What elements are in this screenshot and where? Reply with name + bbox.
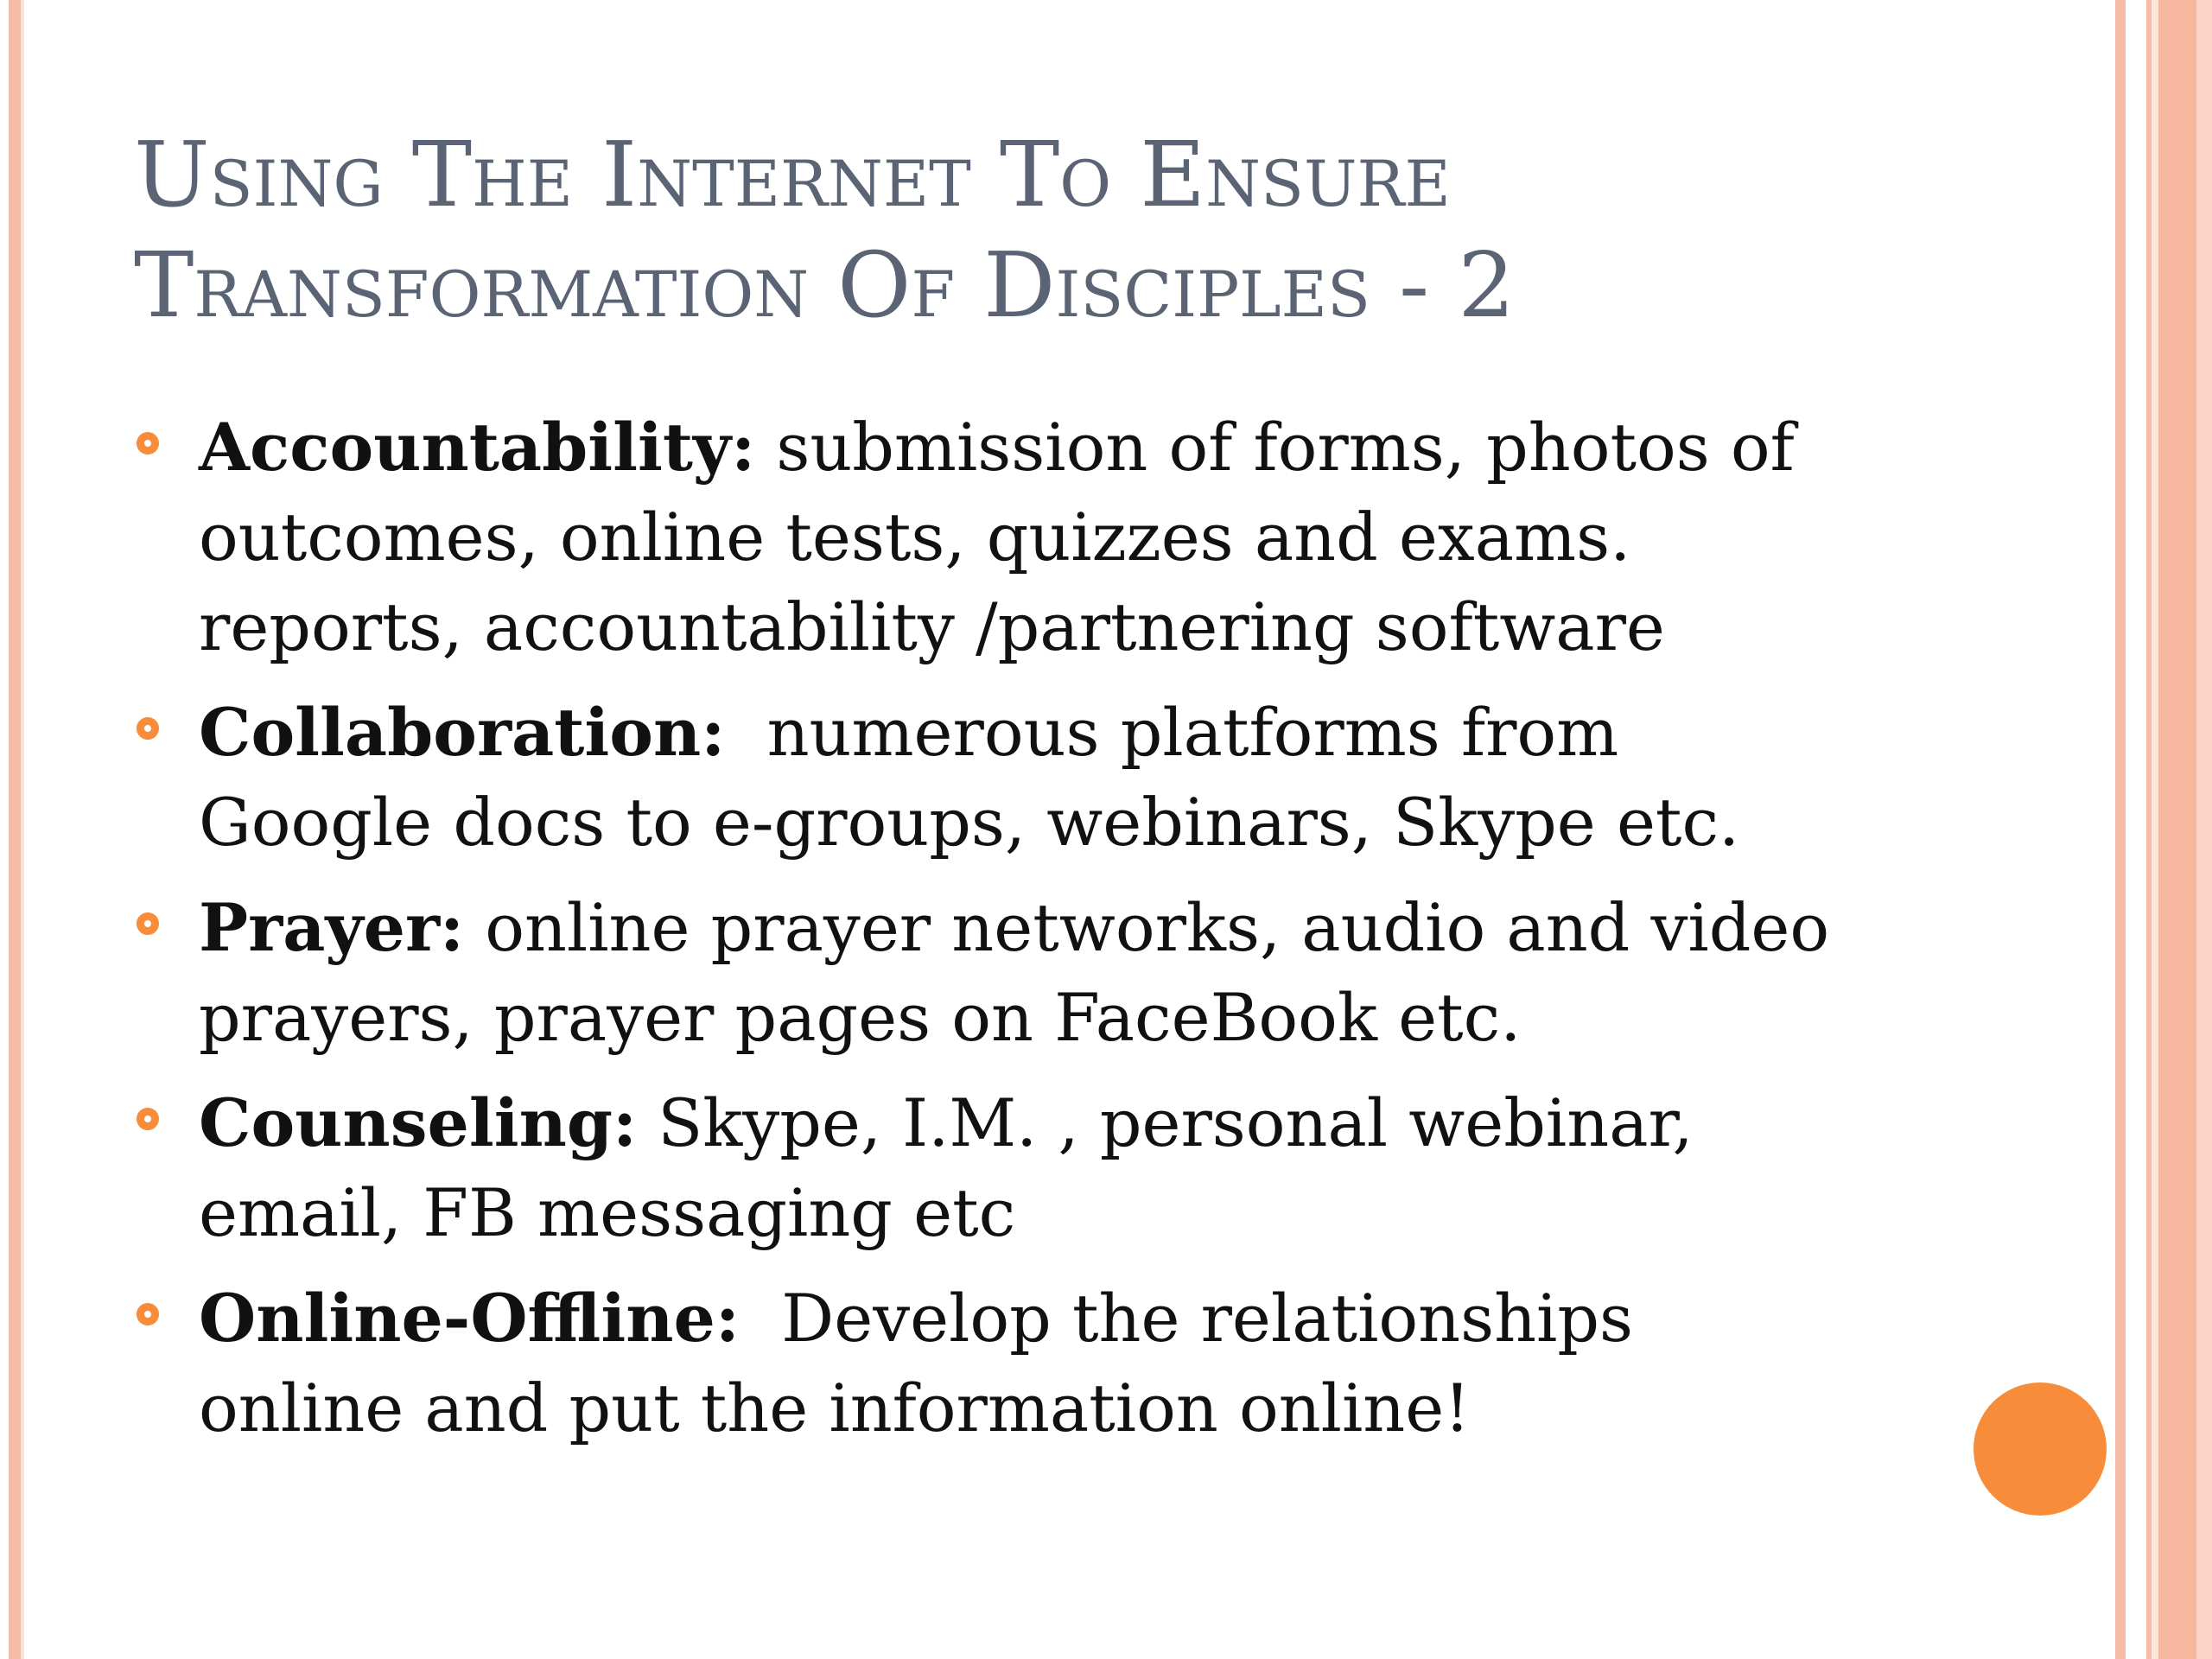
right-border-stripe (2196, 0, 2212, 1659)
bullet-line (199, 1274, 1970, 1363)
slide-title-line-2: Transformation Of Disciples - 2 (134, 232, 1516, 338)
bullet-term: Online-Offline: (199, 1280, 740, 1357)
bullet-ring-icon (137, 432, 159, 454)
orange-circle-decoration (1974, 1382, 2107, 1516)
right-border-stripe (2158, 0, 2196, 1659)
bullet-ring-icon (137, 1303, 159, 1325)
bullet-line (199, 403, 1970, 493)
bullet-line: prayers, prayer pages on FaceBook etc. (199, 979, 1522, 1056)
bullet-ring-icon (137, 912, 159, 935)
left-border-stripe (0, 0, 4, 1659)
bullet-ring-icon (137, 1108, 159, 1130)
bullet-line: online and put the information online! (199, 1370, 1471, 1446)
bullet-text: online prayer networks, audio and video (464, 889, 1830, 966)
bullet-term: Accountability: (199, 409, 756, 486)
bullet-prayer (199, 883, 1970, 1063)
slide-title-line-1: Using The Internet To Ensure (134, 122, 1451, 227)
right-border-stripe (2152, 0, 2158, 1659)
slide-title (134, 119, 2035, 340)
bullet-term: Collaboration: (199, 694, 726, 771)
bullet-line (199, 688, 1970, 778)
bullet-line: Google docs to e-groups, webinars, Skype etc. (199, 784, 1740, 861)
left-border-stripe (9, 0, 21, 1659)
bullet-text: Develop the relationships (739, 1280, 1633, 1357)
bullet-line (199, 1078, 1970, 1168)
bullet-online-offline (199, 1274, 1970, 1453)
bullet-line: email, FB messaging etc (199, 1174, 1016, 1251)
bullet-term: Counseling: (199, 1084, 638, 1161)
bullet-line (199, 883, 1970, 973)
bullet-ring-icon (137, 717, 159, 740)
bullet-text: numerous platforms from (725, 694, 1619, 771)
bullet-line: outcomes, online tests, quizzes and exams. (199, 499, 1631, 575)
bullet-term: Prayer: (199, 889, 465, 966)
bullet-text: submission of forms, photos of (755, 409, 1795, 486)
bullet-accountability (199, 403, 1970, 672)
right-border-stripe (2126, 0, 2146, 1659)
bullet-text: Skype, I.M. , personal webinar, (637, 1084, 1694, 1161)
bullet-collaboration (199, 688, 1970, 868)
bullet-counseling (199, 1078, 1970, 1258)
left-border-stripe (21, 0, 24, 1659)
bullet-line: reports, accountability /partnering software (199, 588, 1665, 665)
right-border-stripe (2115, 0, 2126, 1659)
